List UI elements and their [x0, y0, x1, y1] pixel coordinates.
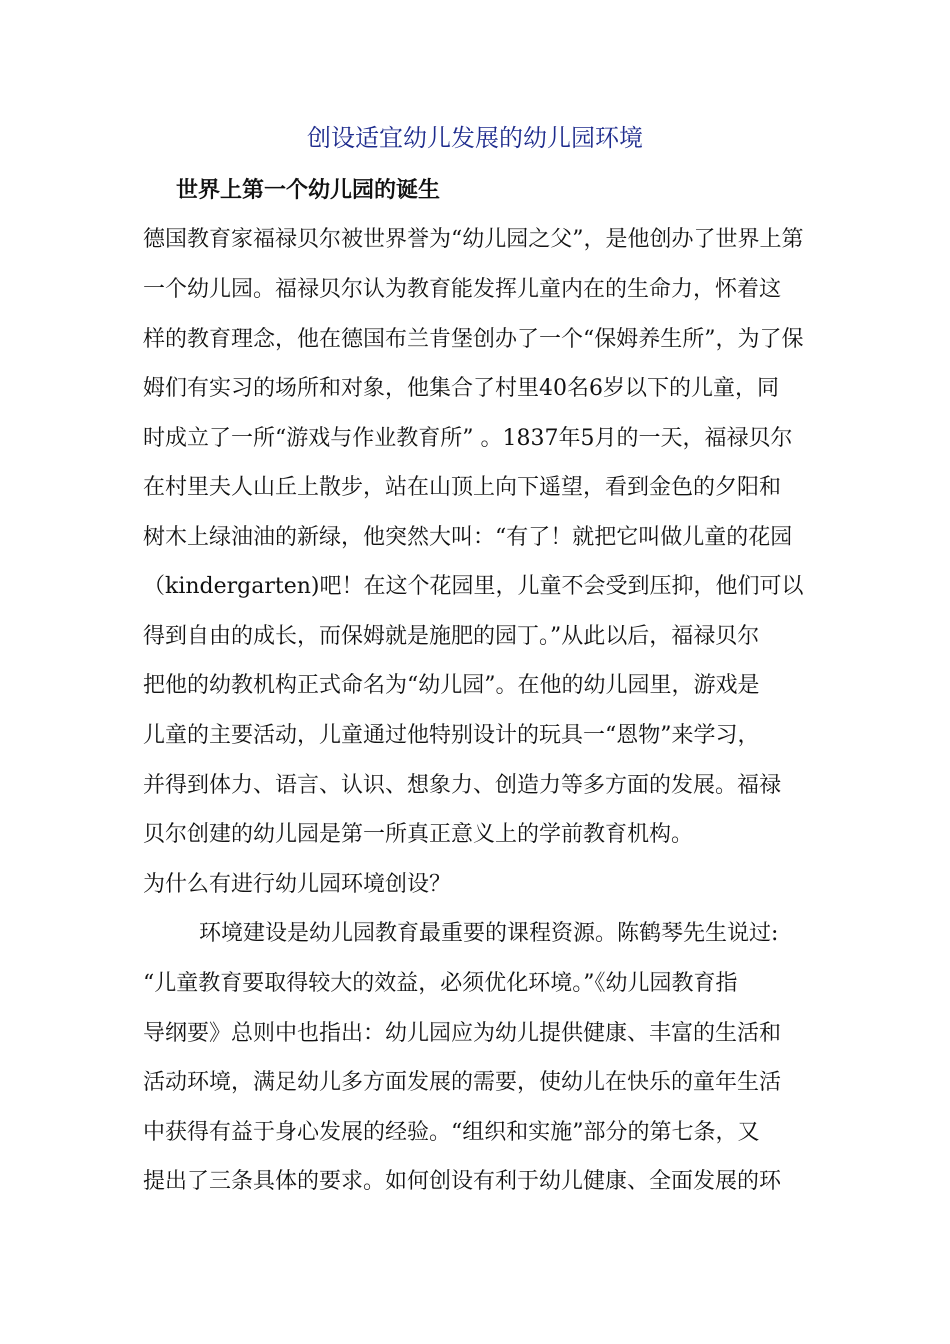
paragraph-line: 样的教育理念，他在德国布兰肯堡创办了一个“保姆养生所”，为了保	[143, 327, 804, 352]
document-title: 创设适宜幼儿发展的幼儿园环境	[307, 124, 643, 152]
paragraph-line: “儿童教育要取得较大的效益，必须优化环境。”《幼儿园教育指	[143, 971, 738, 996]
paragraph-line: 并得到体力、语言、认识、想象力、创造力等多方面的发展。福禄	[143, 773, 782, 798]
paragraph-line: 活动环境，满足幼儿多方面发展的需要，使幼儿在快乐的童年生活	[143, 1070, 782, 1095]
paragraph-line: 时成立了一所“游戏与作业教育所” 。1837年5月的一天，福禄贝尔	[143, 426, 793, 451]
paragraph-line: 一个幼儿园。福禄贝尔认为教育能发挥儿童内在的生命力，怀着这	[143, 277, 782, 302]
paragraph-line: 导纲要》总则中也指出：幼儿园应为幼儿提供健康、丰富的生活和	[143, 1021, 782, 1046]
question-line: 为什么有进行幼儿园环境创设？	[143, 872, 452, 897]
paragraph-line: 中获得有益于身心发展的经验。“组织和实施”部分的第七条，又	[143, 1120, 760, 1145]
paragraph-line: （kindergarten)吧！在这个花园里，儿童不会受到压抑，他们可以	[143, 574, 804, 599]
paragraph-line: 在村里夫人山丘上散步，站在山顶上向下遥望，看到金色的夕阳和	[143, 475, 782, 500]
section-heading: 世界上第一个幼儿园的诞生	[176, 177, 441, 203]
paragraph-line: 贝尔创建的幼儿园是第一所真正意义上的学前教育机构。	[143, 822, 694, 847]
paragraph-line: 儿童的主要活动，儿童通过他特别设计的玩具一“恩物”来学习，	[143, 723, 760, 748]
paragraph-line: 树木上绿油油的新绿，他突然大叫：“有了！就把它叫做儿童的花园	[143, 525, 793, 550]
paragraph-line: 得到自由的成长，而保姆就是施肥的园丁。”从此以后，福禄贝尔	[143, 624, 760, 649]
paragraph-line: 提出了三条具体的要求。如何创设有利于幼儿健康、全面发展的环	[143, 1169, 782, 1194]
paragraph-line: 姆们有实习的场所和对象，他集合了村里40名6岁以下的儿童，同	[143, 376, 779, 401]
paragraph-line: 环境建设是幼儿园教育最重要的课程资源。陈鹤琴先生说过:	[143, 921, 779, 946]
paragraph-line: 德国教育家福禄贝尔被世界誉为“幼儿园之父”，是他创办了世界上第	[143, 227, 804, 252]
paragraph-line: 把他的幼教机构正式命名为“幼儿园”。在他的幼儿园里，游戏是	[143, 673, 760, 698]
